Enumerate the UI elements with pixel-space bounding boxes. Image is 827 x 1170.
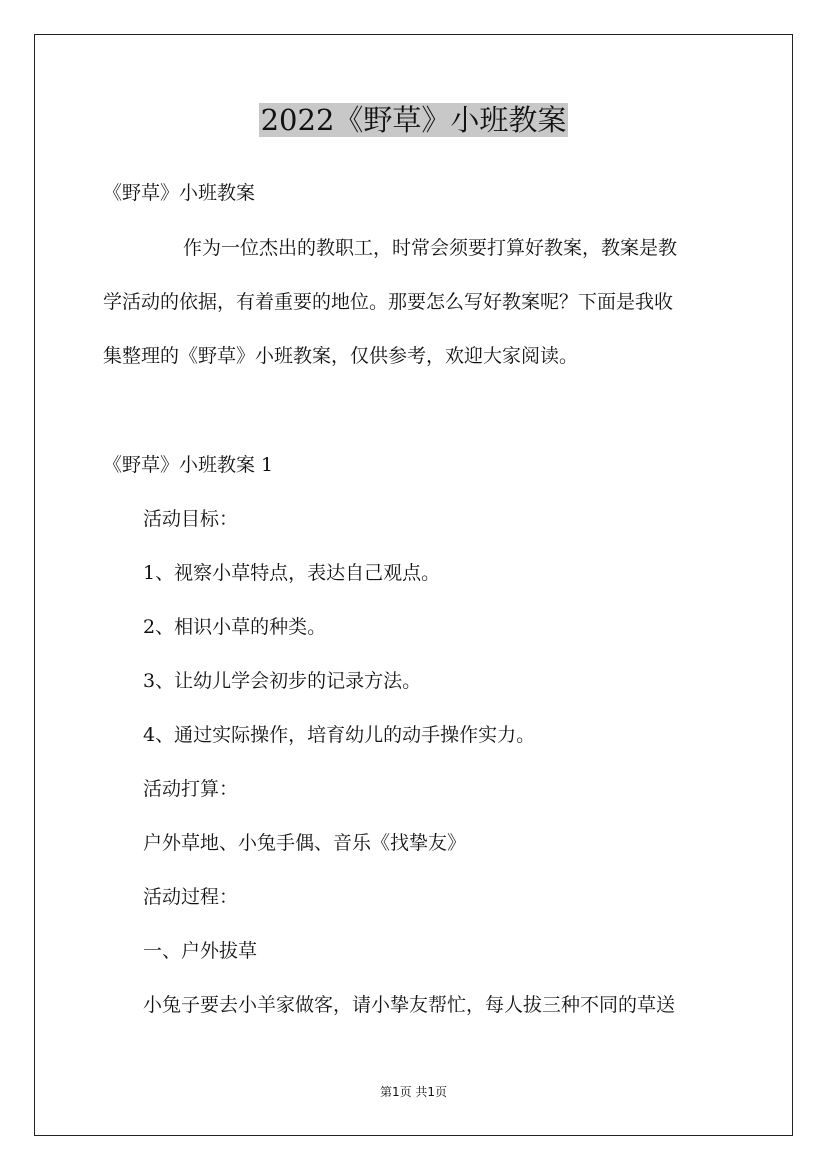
intro-line-1: 作为一位杰出的教职工，时常会须要打算好教案，教案是教 <box>183 237 678 259</box>
intro-line-3: 集整理的《野草》小班教案，仅供参考，欢迎大家阅读。 <box>103 345 579 367</box>
section-heading: 《野草》小班教案 1 <box>103 454 274 476</box>
paragraph-line: 活动打算： <box>143 778 239 800</box>
page-footer: 第1页 共1页 <box>379 1085 448 1099</box>
paragraph-line: 3、让幼儿学会初步的记录方法。 <box>143 670 422 692</box>
document-title <box>0 98 827 142</box>
document-title-text: 2022《野草》小班教案 <box>260 103 567 137</box>
paragraph-line: 小兔子要去小羊家做客，请小挚友帮忙，每人拔三种不同的草送 <box>143 994 676 1016</box>
intro-line-2: 学活动的依据，有着重要的地位。那要怎么写好教案呢？下面是我收 <box>103 291 674 313</box>
paragraph-line: 1、视察小草特点，表达自己观点。 <box>143 562 441 584</box>
paragraph-line: 活动过程： <box>143 886 239 908</box>
paragraph-line: 活动目标： <box>143 508 239 530</box>
subtitle: 《野草》小班教案 <box>103 182 256 204</box>
paragraph-line: 4、通过实际操作，培育幼儿的动手操作实力。 <box>143 724 536 746</box>
paragraph-line: 2、相识小草的种类。 <box>143 616 327 638</box>
paragraph-line: 一、户外拔草 <box>143 940 258 962</box>
paragraph-line: 户外草地、小兔手偶、音乐《找挚友》 <box>143 832 467 854</box>
